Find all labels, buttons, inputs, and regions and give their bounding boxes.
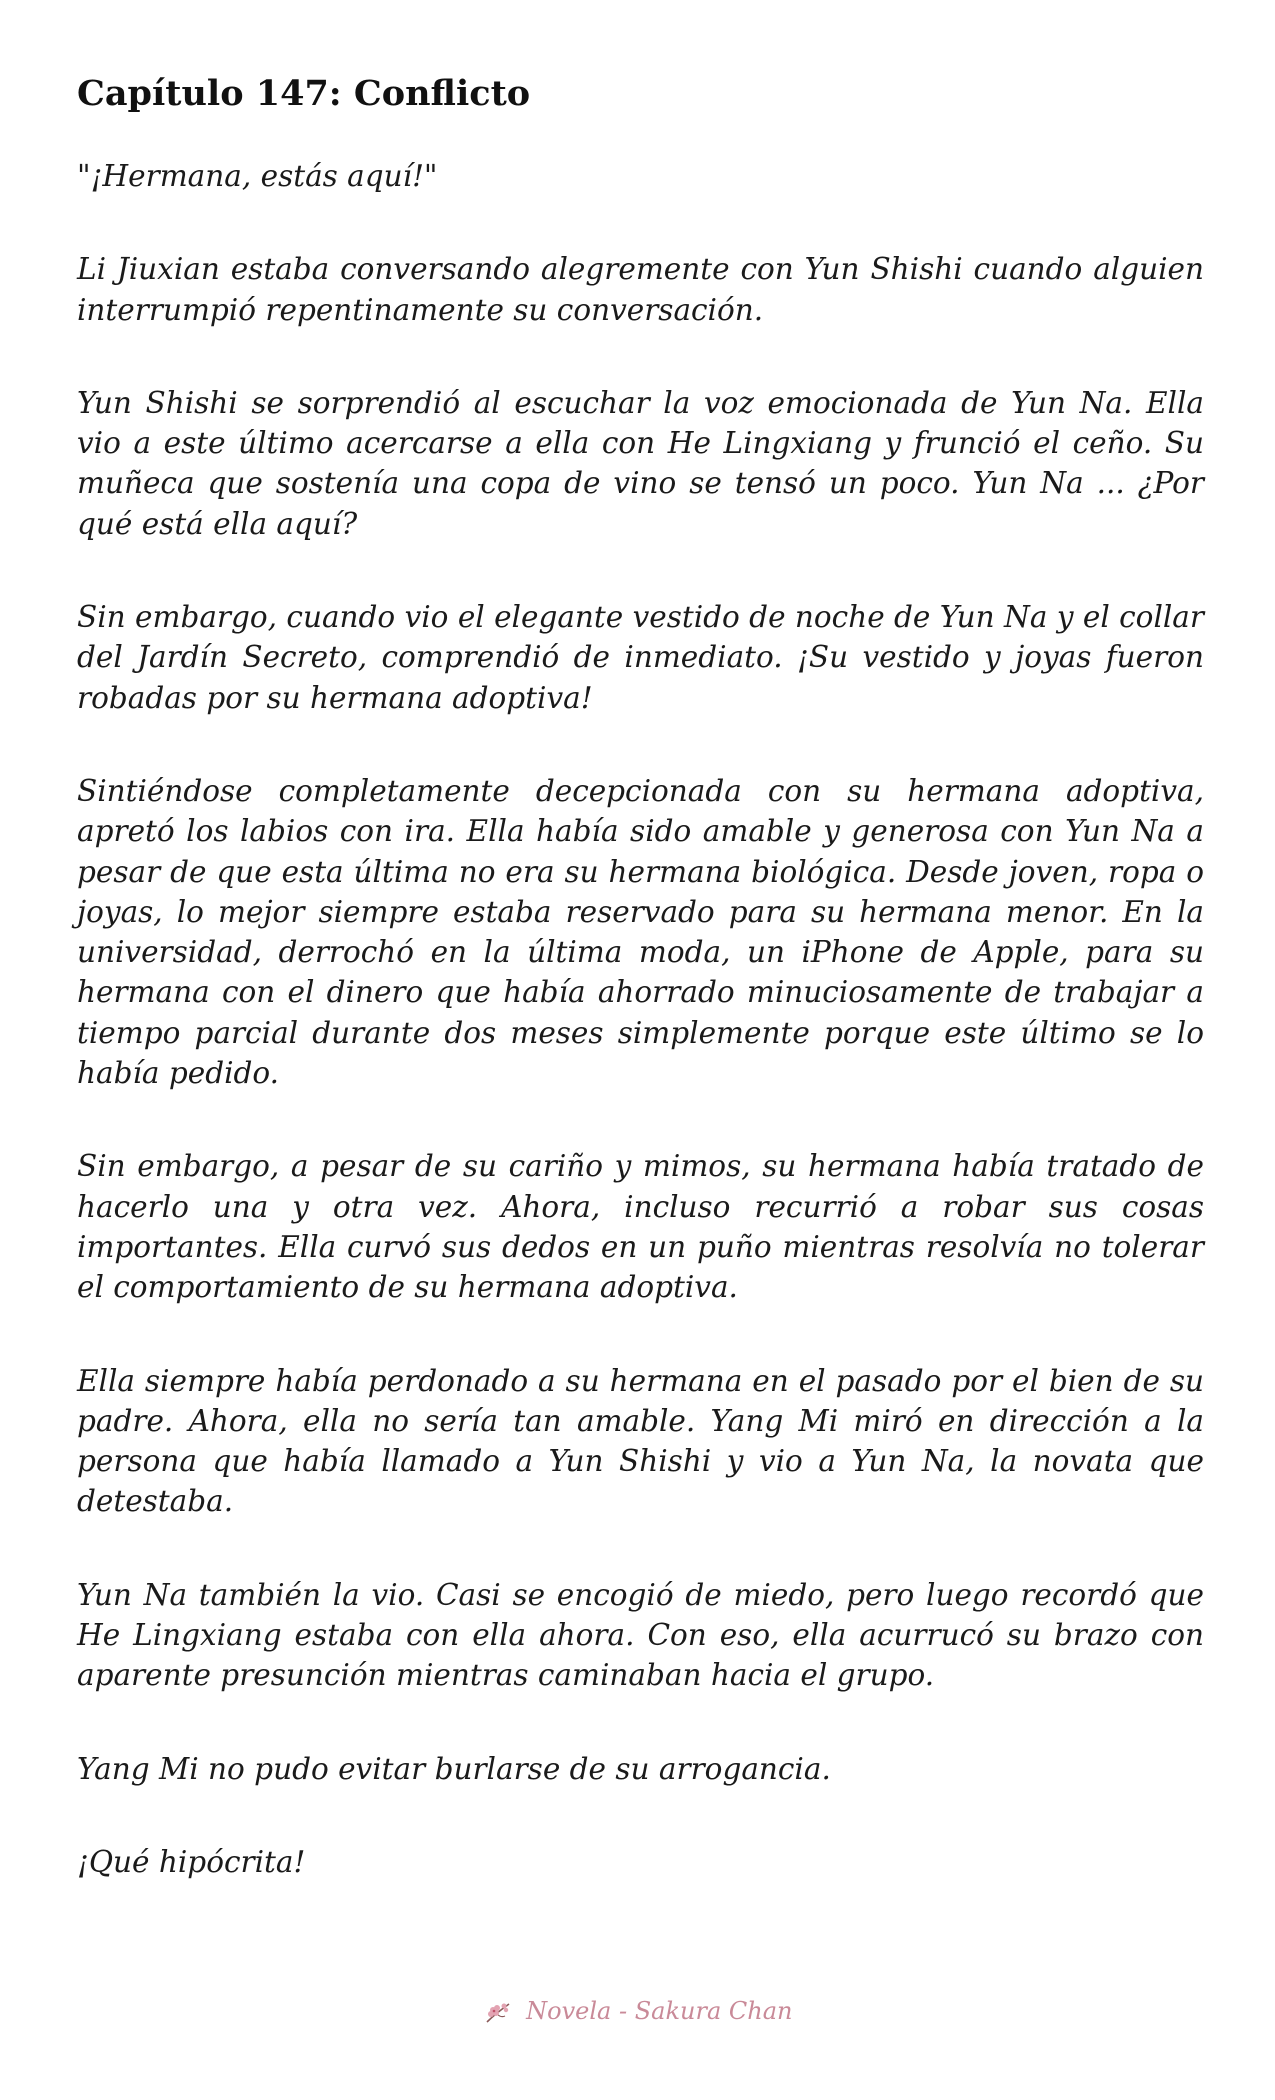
paragraph-8: Yun Na también la vio. Casi se encogió de miedo, pero luego recordó que He Lingxiang estaba con ella ahora. Con eso, ella acurrucó su brazo con aparente presunción mientras caminaban hacia el grupo. — [77, 1577, 1204, 1693]
chapter-title: Capítulo 147: Conflicto — [77, 73, 531, 114]
paragraph-3: Yun Shishi se sorprendió al escuchar la voz emocionada de Yun Na. Ella vio a este último acercarse a ella con He Lingxiang y frunció el ceño. Su muñeca que sostenía una copa de vino se tensó un poco. Yun Na ... ¿Por qué está ella aquí? — [77, 385, 1204, 541]
watermark-footer — [0, 1997, 1275, 2028]
paragraph-7: Ella siempre había perdonado a su hermana en el pasado por el bien de su padre. Ahora, ella no sería tan amable. Yang Mi miró en dirección a la persona que había llamado a Yun Shishi y vio a Yun Na, la novata que detestaba. — [77, 1363, 1204, 1519]
cherry-blossom-icon — [483, 1998, 513, 2028]
paragraph-2: Li Jiuxian estaba conversando alegremente con Yun Shishi cuando alguien interrumpió repentinamente su conversación. — [77, 252, 1204, 327]
paragraph-10: ¡Qué hipócrita! — [77, 1844, 306, 1879]
paragraph-6: Sin embargo, a pesar de su cariño y mimos, su hermana había tratado de hacerlo una y otra vez. Ahora, incluso recurrió a robar sus cosas importantes. Ella curvó sus dedos en un puño mientras resolvía no tolerar el comportamiento de su hermana adoptiva. — [77, 1149, 1204, 1305]
paragraph-9: Yang Mi no pudo evitar burlarse de su arrogancia. — [77, 1751, 831, 1786]
paragraph-1: "¡Hermana, estás aquí!" — [77, 159, 438, 193]
paragraph-5: Sintiéndose completamente decepcionada con su hermana adoptiva, apretó los labios con ira. Ella había sido amable y generosa con Yun Na a pesar de que esta última no era su hermana biológica. Desde joven, ropa o joyas, lo mejor siempre estaba reservado para su hermana menor. En la universidad, derrochó en la última moda, un iPhone de Apple, para su hermana con el dinero que había ahorrado minuciosamente de trabajar a tiempo parcial durante dos meses simplemente porque este último se lo había pedido. — [77, 773, 1204, 1091]
document-page — [77, 70, 1204, 1935]
paragraph-4: Sin embargo, cuando vio el elegante vestido de noche de Yun Na y el collar del Jardín Secreto, comprendió de inmediato. ¡Su vestido y joyas fueron robadas por su hermana adoptiva! — [77, 600, 1204, 715]
watermark-text: Novela - Sakura Chan — [526, 1997, 793, 2025]
